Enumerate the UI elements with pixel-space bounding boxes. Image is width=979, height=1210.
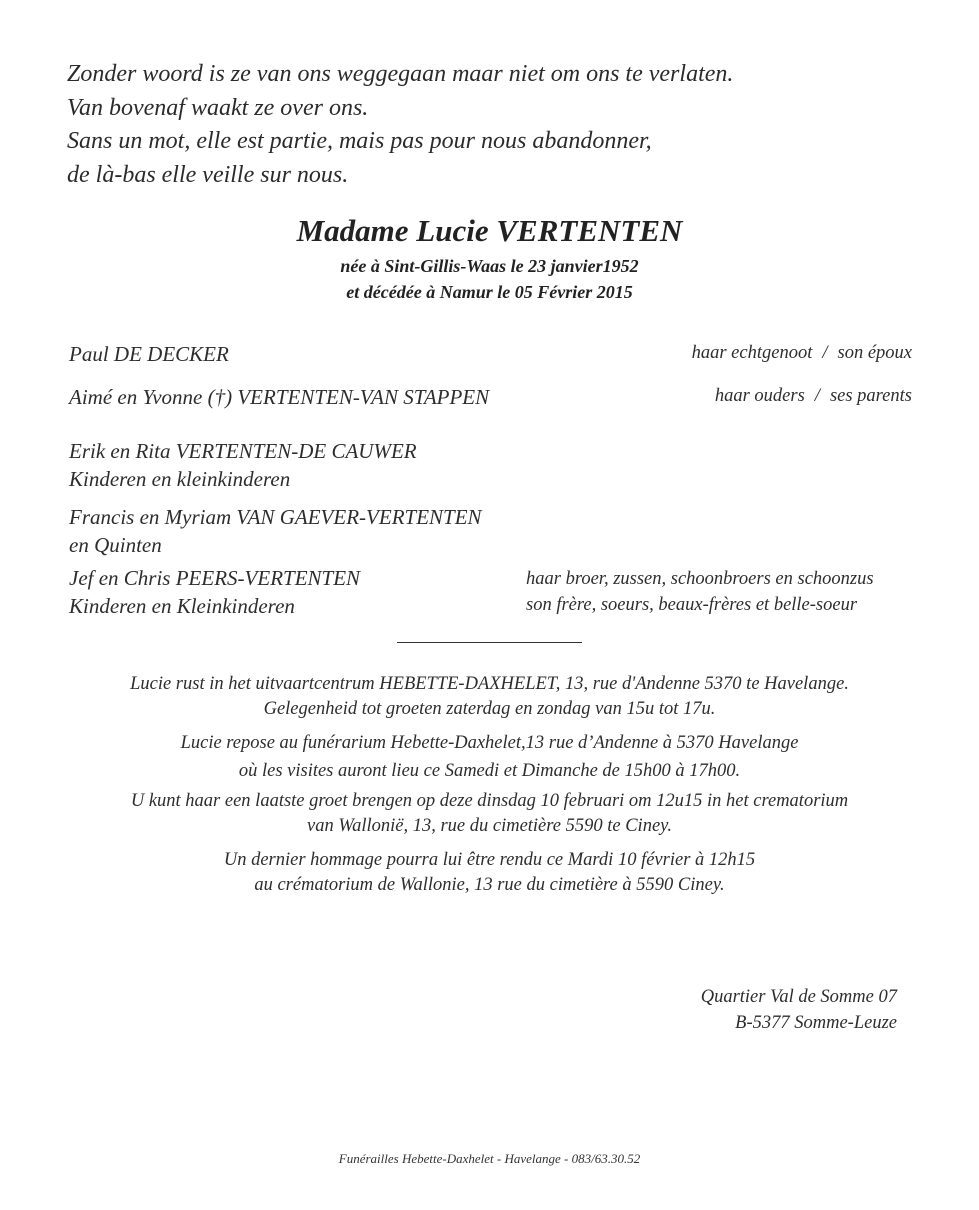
address-line: B-5377 Somme-Leuze xyxy=(735,1013,897,1033)
notice-line: Lucie repose au funérarium Hebette-Daxhelet,13 rue d’Andenne à 5370 Havelange xyxy=(180,733,799,753)
death-line: et décédée à Namur le 05 Février 2015 xyxy=(346,282,633,302)
sibling-family-name: Jef en Chris PEERS-VERTENTEN xyxy=(69,566,361,590)
spouse-name: Paul DE DECKER xyxy=(69,342,229,366)
notice-line: Un dernier hommage pourra lui être rendu ce Mardi 10 février à 12h15 xyxy=(223,850,756,870)
notice-paragraph xyxy=(0,731,979,784)
notice-line: Lucie rust in het uitvaartcentrum HEBETTE-DAXHELET, 13, rue d'Andenne 5370 te Havelange. xyxy=(130,674,849,694)
notice-line: van Walloniё, 13, rue du cimetière 5590 te Ciney. xyxy=(307,816,672,836)
relation-nl: haar echtgenoot xyxy=(691,343,813,363)
sibling-family-detail: Kinderen en kleinkinderen xyxy=(69,467,291,491)
address-block xyxy=(701,984,897,1036)
funeral-home-footer: Funérailles Hebette-Daxhelet - Havelange - 083/63.30.52 xyxy=(338,1151,641,1166)
address-line: Quartier Val de Somme 07 xyxy=(700,987,897,1007)
notice-line: où les visites auront lieu ce Samedi et Dimanche de 15h00 à 17h00. xyxy=(238,761,741,781)
notice-paragraph xyxy=(0,672,979,722)
sibling-family-detail: en Quinten xyxy=(69,533,162,557)
sibling-family-detail: Kinderen en Kleinkinderen xyxy=(69,594,295,618)
divider-line xyxy=(397,642,582,643)
parents-name: Aimé en Yvonne (†) VERTENTEN-VAN STAPPEN xyxy=(69,385,490,409)
relation-nl: haar broer, zussen, schoonbroers en schoonzus xyxy=(526,569,874,589)
poem-line: de là-bas elle veille sur nous. xyxy=(67,161,349,188)
notice-paragraph xyxy=(0,848,979,898)
notice-line: au crématorium de Wallonie, 13 rue du cimetière à 5590 Ciney. xyxy=(254,875,725,895)
spouse-relation xyxy=(692,343,912,364)
notice-paragraph xyxy=(0,789,979,839)
poem xyxy=(67,58,733,192)
siblings-relation xyxy=(526,566,874,618)
sibling-family-name: Erik en Rita VERTENTEN-DE CAUWER xyxy=(69,439,417,463)
poem-line: Zonder woord is ze van ons weggegaan maar niet om ons te verlaten. xyxy=(67,61,734,87)
notice-line: U kunt haar een laatste groet brengen op deze dinsdag 10 februari om 12u15 in het crematorium xyxy=(130,791,849,811)
relation-fr: son époux xyxy=(837,343,912,363)
notice-line: Gelegenheid tot groeten zaterdag en zondag van 15u tot 17u. xyxy=(263,699,716,719)
relation-separator: / xyxy=(814,386,820,406)
poem-line: Sans un mot, elle est partie, mais pas pour nous abandonner, xyxy=(67,128,652,154)
relation-fr: ses parents xyxy=(829,386,912,406)
birth-line: née à Sint-Gillis-Waas le 23 janvier1952 xyxy=(340,256,639,276)
relation-separator: / xyxy=(822,343,828,363)
relation-nl: haar ouders xyxy=(714,386,805,406)
poem-line: Van bovenaf waakt ze over ons. xyxy=(67,94,369,121)
relation-fr: son frère, soeurs, beaux-frères et belle-soeur xyxy=(526,595,858,615)
deceased-name: Madame Lucie VERTENTEN xyxy=(296,213,683,248)
sibling-family-name: Francis en Myriam VAN GAEVER-VERTENTEN xyxy=(69,505,482,529)
parents-relation xyxy=(715,386,912,407)
